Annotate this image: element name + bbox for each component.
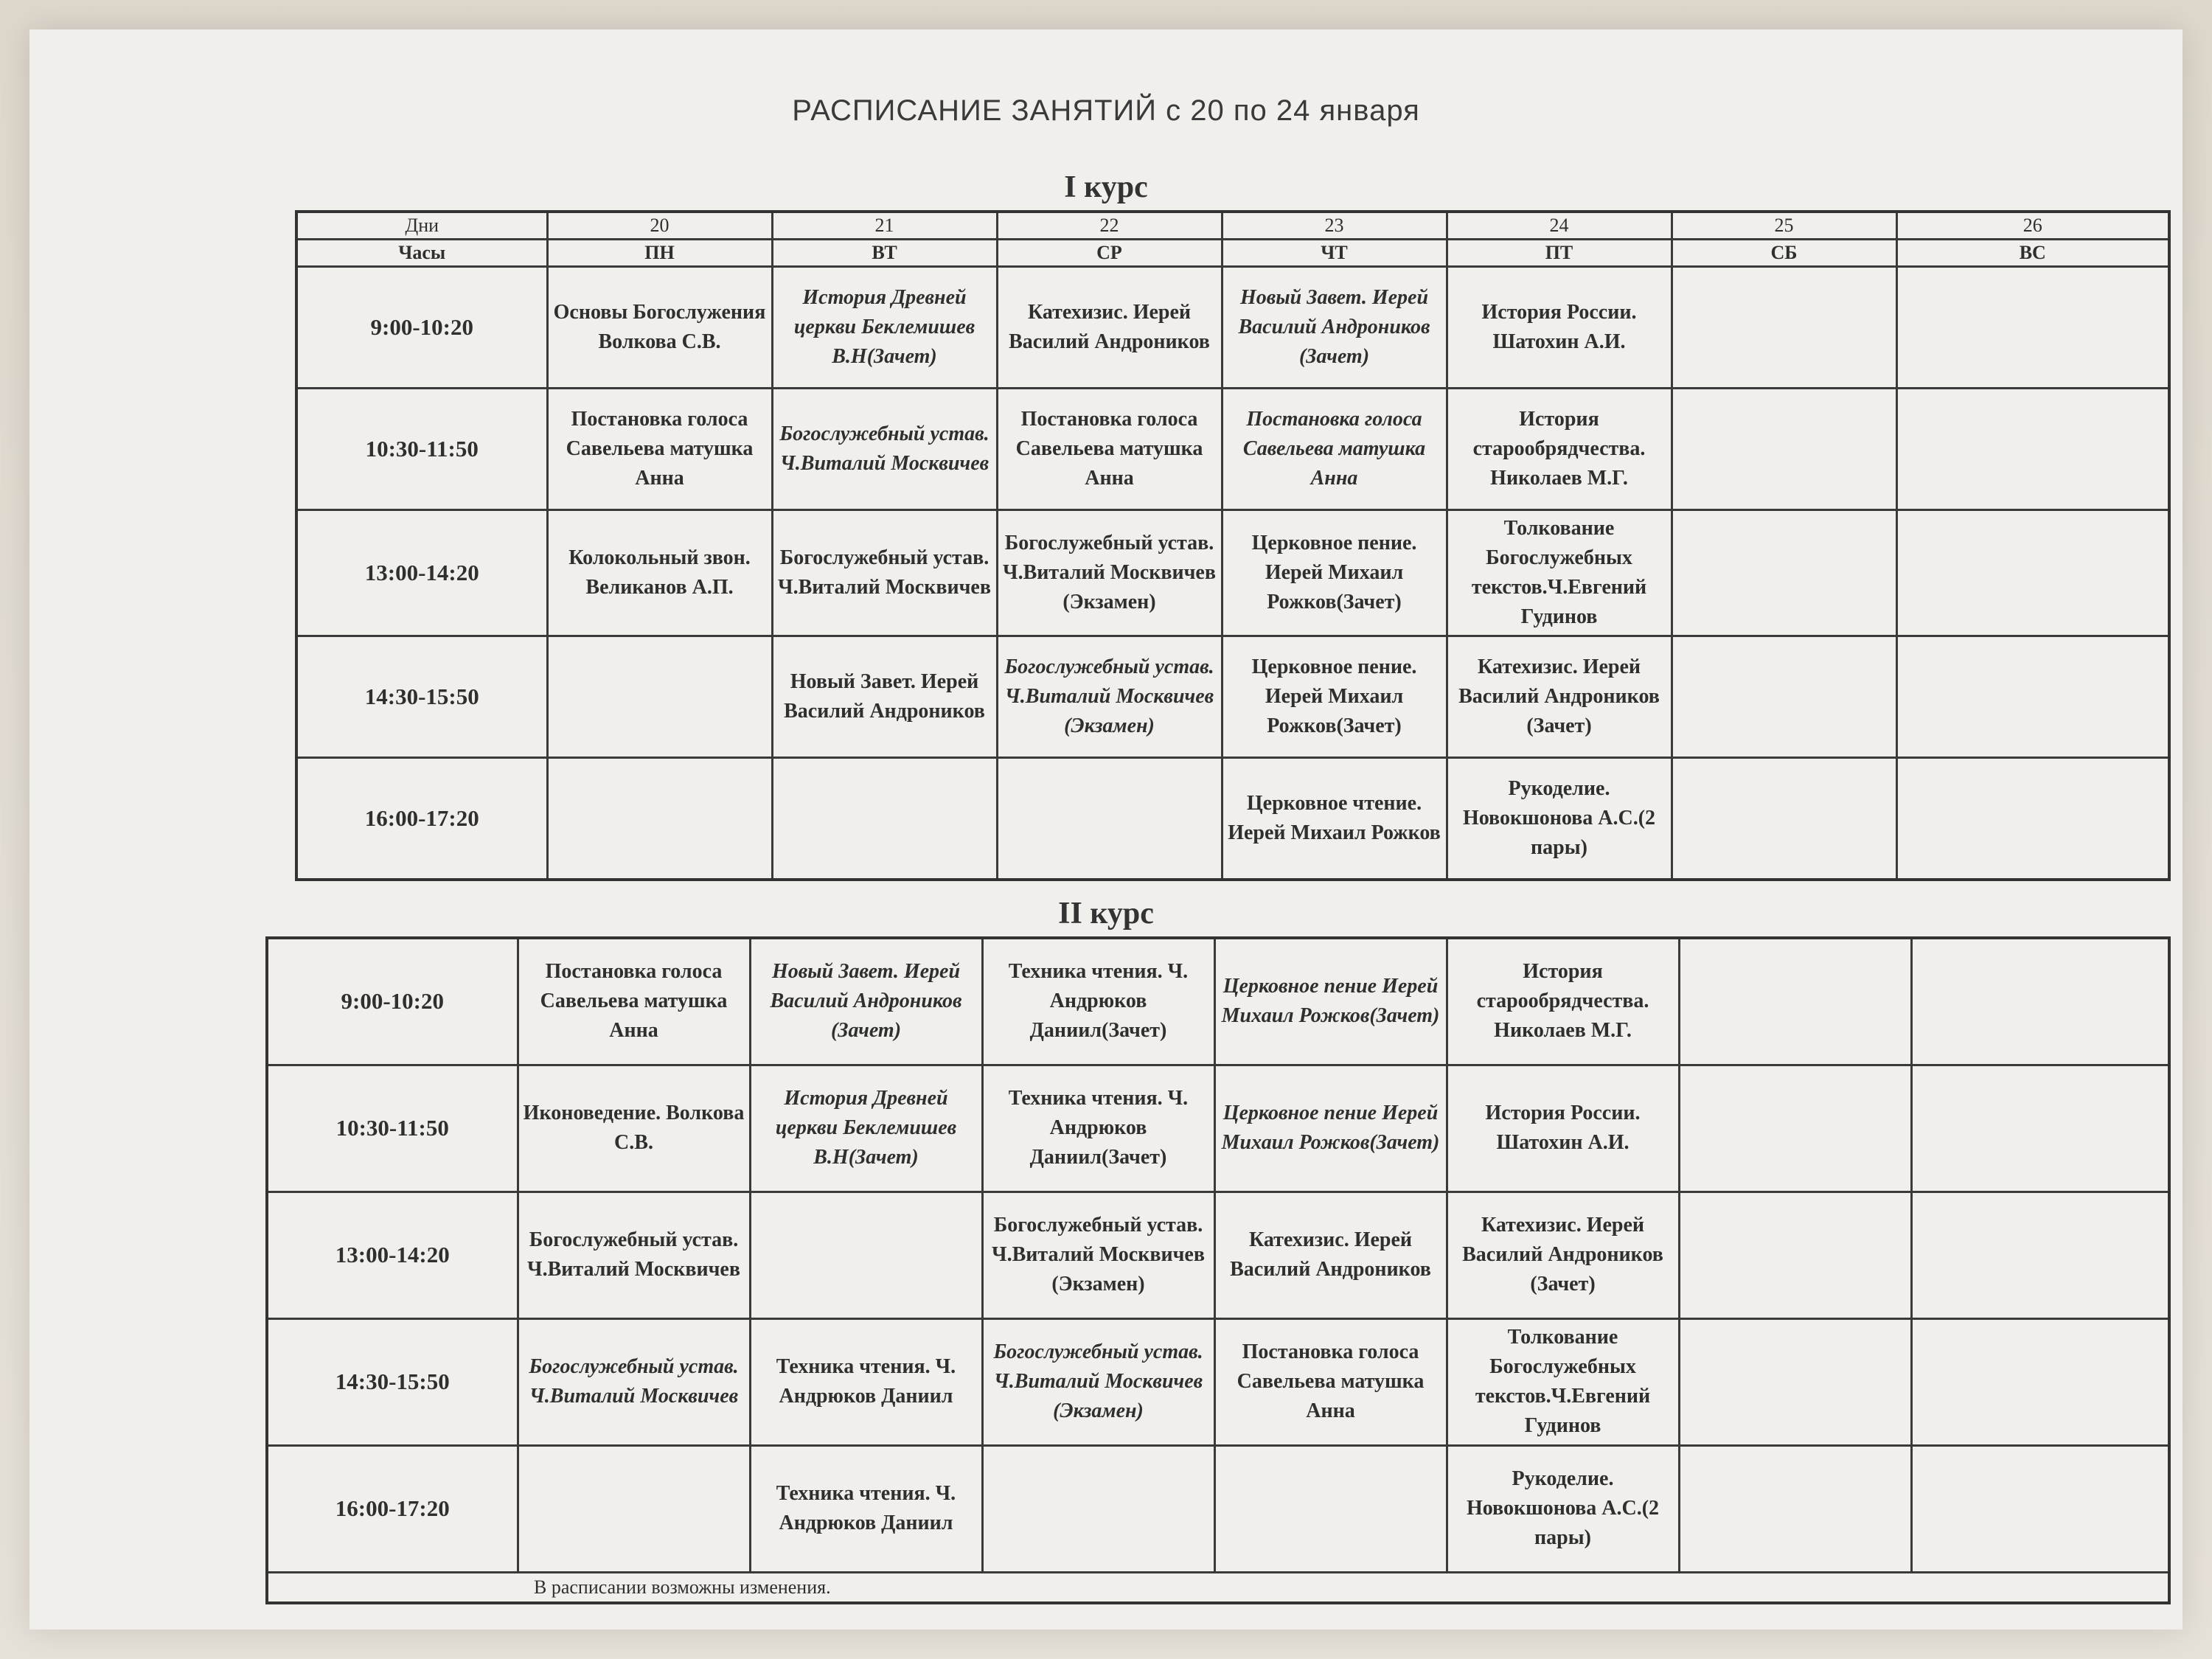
class-cell: Техника чтения. Ч. Андрюков Даниил <box>750 1318 982 1445</box>
note-row <box>267 1572 2169 1603</box>
weekday-cell: ПН <box>547 240 772 267</box>
class-cell: Богослужебный устав. Ч.Виталий Москвичев (Экзамен) <box>982 1192 1214 1318</box>
schedule-row <box>296 510 2169 636</box>
class-cell: Иконоведение. Волкова С.В. <box>518 1065 750 1192</box>
weekday-cell: СБ <box>1672 240 1896 267</box>
class-cell: Техника чтения. Ч. Андрюков Даниил <box>750 1445 982 1572</box>
class-cell: Богослужебный устав. Ч.Виталий Москвичев <box>518 1192 750 1318</box>
header-row-weekdays <box>296 240 2169 267</box>
class-cell: Церковное пение. Иерей Михаил Рожков(Зачет) <box>1222 510 1447 636</box>
class-cell: Катехизис. Иерей Василий Андроников <box>997 267 1222 389</box>
class-cell <box>997 758 1222 880</box>
schedule-row <box>296 267 2169 389</box>
class-cell: Постановка голоса Савельева матушка Анна <box>518 938 750 1065</box>
schedule-row <box>296 636 2169 758</box>
schedule-row <box>267 1192 2169 1318</box>
weekday-cell: СР <box>997 240 1222 267</box>
class-cell <box>1672 267 1896 389</box>
changes-note: В расписании возможны изменения. <box>267 1572 2169 1603</box>
class-cell <box>1214 1445 1447 1572</box>
document-title: РАСПИСАНИЕ ЗАНЯТИЙ с 20 по 24 января <box>792 94 1420 127</box>
class-cell <box>1672 636 1896 758</box>
course-1-title: I курс <box>1064 170 1148 204</box>
hours-label: Часы <box>296 240 547 267</box>
class-cell <box>1896 389 2169 510</box>
class-cell: Катехизис. Иерей Василий Андроников <box>1214 1192 1447 1318</box>
class-cell: Новый Завет. Иерей Василий Андроников <box>772 636 997 758</box>
class-cell: Постановка голоса Савельева матушка Анна <box>997 389 1222 510</box>
days-label: Дни <box>296 212 547 240</box>
time-slot: 9:00-10:20 <box>296 267 547 389</box>
date-cell: 24 <box>1447 212 1672 240</box>
class-cell <box>1911 1318 2169 1445</box>
class-cell: История Древней церкви Беклемишев В.Н(Зачет) <box>750 1065 982 1192</box>
class-cell <box>1896 758 2169 880</box>
class-cell <box>1679 1192 1911 1318</box>
class-cell: Церковное пение Иерей Михаил Рожков(Зачет) <box>1214 938 1447 1065</box>
class-cell <box>1911 1445 2169 1572</box>
date-cell: 21 <box>772 212 997 240</box>
printed-sheet <box>29 29 2183 1630</box>
class-cell <box>1896 267 2169 389</box>
class-cell <box>1911 938 2169 1065</box>
class-cell <box>1896 510 2169 636</box>
class-cell: Техника чтения. Ч. Андрюков Даниил(Зачет) <box>982 938 1214 1065</box>
schedule-row <box>267 938 2169 1065</box>
class-cell: Богослужебный устав. Ч.Виталий Москвичев (Экзамен) <box>997 510 1222 636</box>
course-2-title: II курс <box>1058 897 1154 931</box>
weekday-cell: ПТ <box>1447 240 1672 267</box>
class-cell: Богослужебный устав. Ч.Виталий Москвичев <box>772 389 997 510</box>
class-cell: Церковное чтение. Иерей Михаил Рожков <box>1222 758 1447 880</box>
time-slot: 13:00-14:20 <box>296 510 547 636</box>
class-cell <box>518 1445 750 1572</box>
class-cell: Богослужебный устав. Ч.Виталий Москвичев (Экзамен) <box>982 1318 1214 1445</box>
class-cell <box>1679 1065 1911 1192</box>
class-cell <box>547 758 772 880</box>
time-slot: 16:00-17:20 <box>296 758 547 880</box>
schedule-row <box>267 1065 2169 1192</box>
class-cell: Богослужебный устав. Ч.Виталий Москвичев <box>772 510 997 636</box>
class-cell: Рукоделие. Новокшонова А.С.(2 пары) <box>1447 758 1672 880</box>
date-cell: 26 <box>1896 212 2169 240</box>
time-slot: 10:30-11:50 <box>296 389 547 510</box>
class-cell: Основы Богослужения Волкова С.В. <box>547 267 772 389</box>
class-cell <box>1672 758 1896 880</box>
course-2-schedule-table <box>265 936 2171 1604</box>
class-cell: Катехизис. Иерей Василий Андроников (Зачет) <box>1447 1192 1679 1318</box>
schedule-row <box>296 389 2169 510</box>
class-cell <box>750 1192 982 1318</box>
class-cell: История России. Шатохин А.И. <box>1447 1065 1679 1192</box>
time-slot: 14:30-15:50 <box>267 1318 518 1445</box>
class-cell: Богослужебный устав. Ч.Виталий Москвичев (Экзамен) <box>997 636 1222 758</box>
time-slot: 14:30-15:50 <box>296 636 547 758</box>
date-cell: 25 <box>1672 212 1896 240</box>
class-cell: Рукоделие. Новокшонова А.С.(2 пары) <box>1447 1445 1679 1572</box>
class-cell: Новый Завет. Иерей Василий Андроников (Зачет) <box>1222 267 1447 389</box>
class-cell: Техника чтения. Ч. Андрюков Даниил(Зачет) <box>982 1065 1214 1192</box>
class-cell: Богослужебный устав. Ч.Виталий Москвичев <box>518 1318 750 1445</box>
class-cell: История Древней церкви Беклемишев В.Н(Зачет) <box>772 267 997 389</box>
class-cell <box>1911 1192 2169 1318</box>
class-cell <box>1672 389 1896 510</box>
weekday-cell: ВС <box>1896 240 2169 267</box>
class-cell <box>1672 510 1896 636</box>
date-cell: 23 <box>1222 212 1447 240</box>
class-cell: Церковное пение. Иерей Михаил Рожков(Зачет) <box>1222 636 1447 758</box>
class-cell <box>1679 938 1911 1065</box>
schedule-row <box>267 1445 2169 1572</box>
time-slot: 16:00-17:20 <box>267 1445 518 1572</box>
time-slot: 9:00-10:20 <box>267 938 518 1065</box>
class-cell: Толкование Богослужебных текстов.Ч.Евгений Гудинов <box>1447 510 1672 636</box>
class-cell <box>982 1445 1214 1572</box>
class-cell: История старообрядчества. Николаев М.Г. <box>1447 938 1679 1065</box>
header-row-dates <box>296 212 2169 240</box>
class-cell: Церковное пение Иерей Михаил Рожков(Зачет) <box>1214 1065 1447 1192</box>
weekday-cell: ВТ <box>772 240 997 267</box>
class-cell: История России. Шатохин А.И. <box>1447 267 1672 389</box>
class-cell <box>547 636 772 758</box>
time-slot: 13:00-14:20 <box>267 1192 518 1318</box>
class-cell: Постановка голоса Савельева матушка Анна <box>1222 389 1447 510</box>
time-slot: 10:30-11:50 <box>267 1065 518 1192</box>
class-cell: Катехизис. Иерей Василий Андроников (Зачет) <box>1447 636 1672 758</box>
class-cell <box>1679 1445 1911 1572</box>
class-cell: Новый Завет. Иерей Василий Андроников (Зачет) <box>750 938 982 1065</box>
class-cell: Постановка голоса Савельева матушка Анна <box>1214 1318 1447 1445</box>
class-cell: История старообрядчества. Николаев М.Г. <box>1447 389 1672 510</box>
class-cell <box>1911 1065 2169 1192</box>
class-cell: Колокольный звон. Великанов А.П. <box>547 510 772 636</box>
course-1-schedule-table <box>295 210 2171 881</box>
class-cell <box>1896 636 2169 758</box>
date-cell: 22 <box>997 212 1222 240</box>
class-cell: Постановка голоса Савельева матушка Анна <box>547 389 772 510</box>
date-cell: 20 <box>547 212 772 240</box>
weekday-cell: ЧТ <box>1222 240 1447 267</box>
class-cell: Толкование Богослужебных текстов.Ч.Евгений Гудинов <box>1447 1318 1679 1445</box>
schedule-row <box>296 758 2169 880</box>
class-cell <box>772 758 997 880</box>
schedule-row <box>267 1318 2169 1445</box>
class-cell <box>1679 1318 1911 1445</box>
